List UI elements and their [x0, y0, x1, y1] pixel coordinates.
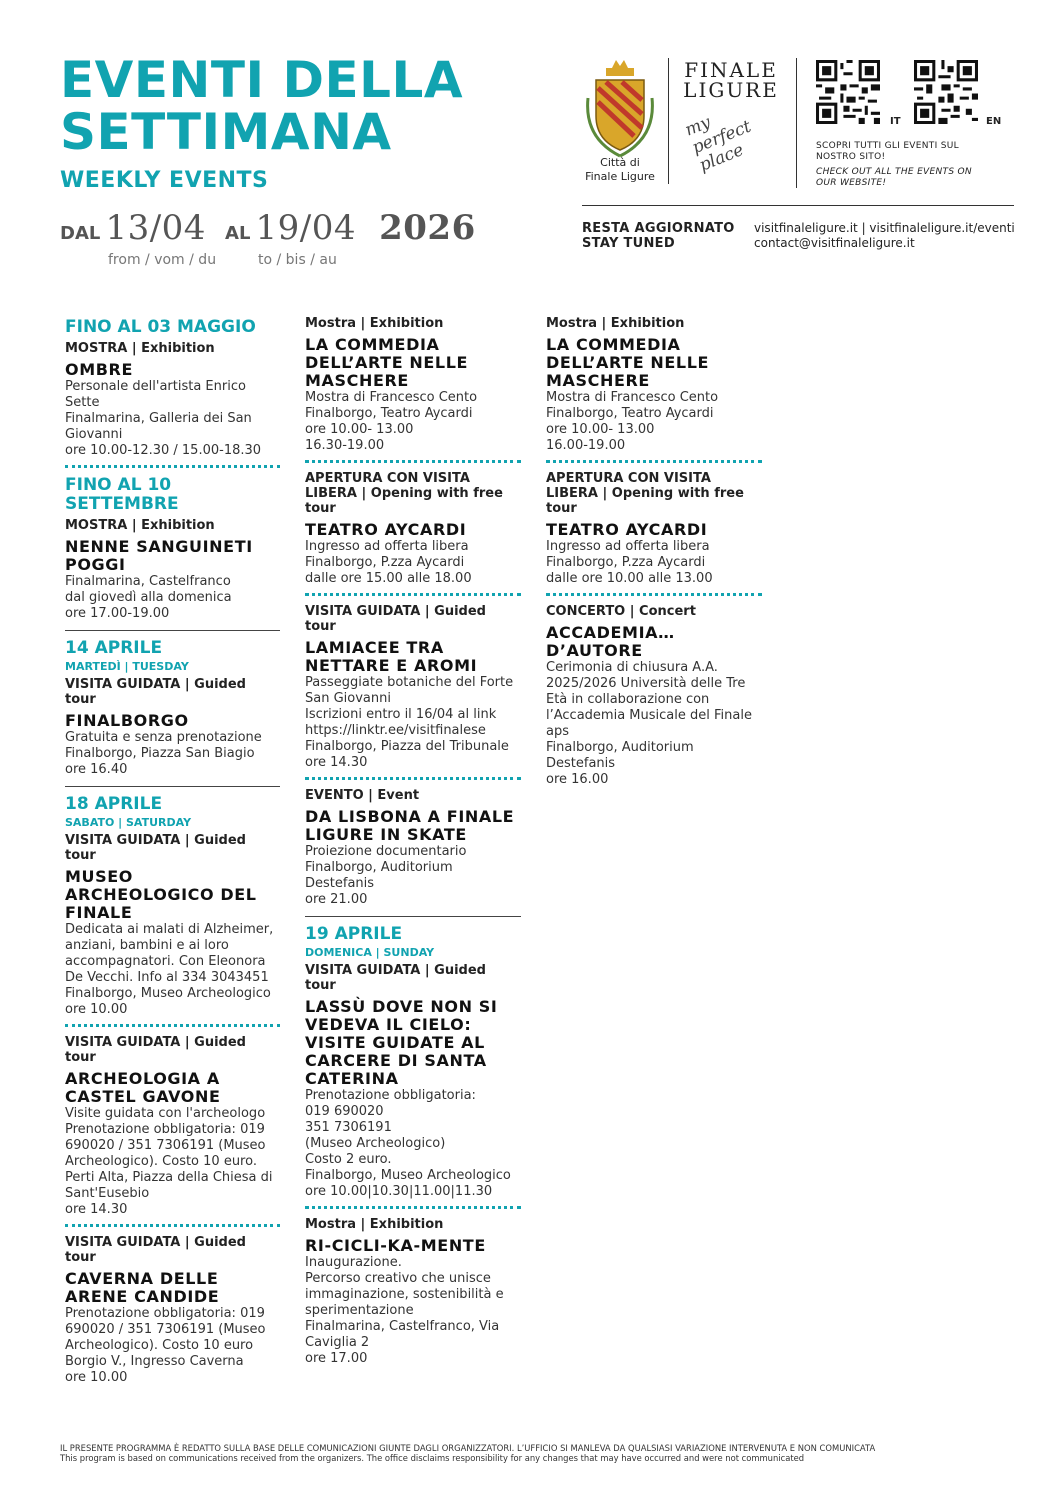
- event-entry: [305, 1217, 521, 1367]
- event-entry: [65, 518, 280, 622]
- event-detail: dalle ore 10.00 alle 13.00: [546, 571, 713, 586]
- event-detail: ore 21.00: [305, 892, 368, 907]
- disclaimer: [60, 1443, 1020, 1463]
- disclaimer-it: IL PRESENTE PROGRAMMA È REDATTO SULLA BASE DELLE COMUNICAZIONI GIUNTE DAGLI ORGANIZZATORI. L’UFFICIO SI MANLEVA DA QUALSIASI VARIAZIONE INTERVENUTA E NON COMUNICATA: [60, 1443, 876, 1453]
- event-category: VISITA GUIDATA | Guided tour: [65, 1235, 246, 1265]
- event-detail: Finalborgo, Museo Archeologico: [65, 986, 271, 1001]
- separator: [546, 460, 762, 463]
- date-from: 13/04: [105, 208, 206, 248]
- stay-en: STAY TUNED: [582, 236, 675, 251]
- event-category: CONCERTO | Concert: [546, 604, 696, 619]
- disclaimer-en: This program is based on communications received from the organizers. The office disclaims responsibility for any changes that may have occurred and were not communicated: [60, 1453, 805, 1463]
- event-category: MOSTRA | Exhibition: [65, 518, 215, 533]
- separator: [65, 786, 280, 787]
- event-detail: Prenotazione obbligatoria: 019 690020 / 351 7306191 (Museo Archeologico). Costo 10 euro.: [65, 1122, 266, 1169]
- event-category: Mostra | Exhibition: [546, 316, 685, 331]
- events-column-2: [305, 312, 521, 1367]
- separator: [65, 465, 280, 468]
- event-entry: [65, 1035, 280, 1218]
- event-category: VISITA GUIDATA | Guided tour: [65, 1035, 246, 1065]
- qr-label-en: EN: [986, 116, 1002, 127]
- event-detail: Costo 2 euro.: [305, 1152, 392, 1167]
- event-title: DA LISBONA A FINALE LIGURE IN SKATE: [305, 807, 515, 844]
- event-detail: Finalmarina, Castelfranco: [65, 574, 231, 589]
- event-detail: ore 17.00: [305, 1351, 368, 1366]
- event-category: APERTURA CON VISITA LIBERA | Opening with free tour: [305, 471, 503, 516]
- website-links[interactable]: visitfinaleligure.it | visitfinaleligure.it/eventi: [754, 221, 1015, 235]
- event-title: MUSEO ARCHEOLOGICO DEL FINALE: [65, 867, 257, 922]
- event-detail: Visite guidata con l'archeologo: [65, 1106, 266, 1121]
- event-title: RI-CICLI-KA-MENTE: [305, 1236, 486, 1255]
- event-detail: ore 10.00-12.30 / 15.00-18.30: [65, 443, 262, 458]
- crest-caption-line-1: Città di: [600, 156, 640, 169]
- divider: [796, 58, 797, 188]
- event-title: LASSÙ DOVE NON SI VEDEVA IL CIELO: VISITE GUIDATE AL CARCERE DI SANTA CATERINA: [305, 997, 498, 1088]
- date-range: [60, 208, 476, 248]
- qr-label-it: IT: [890, 116, 901, 127]
- separator: [65, 1024, 280, 1027]
- event-detail: Finalmarina, Castelfranco, Via Caviglia 2: [305, 1319, 500, 1350]
- event-detail: ore 10.00: [65, 1370, 128, 1385]
- header-rule: [582, 205, 1014, 206]
- date-heading: 14 APRILE: [65, 638, 163, 658]
- weekday-label: MARTEDÌ | TUESDAY: [65, 660, 189, 673]
- al-label: AL: [225, 223, 251, 244]
- event-detail: Gratuita e senza prenotazione: [65, 730, 262, 745]
- event-title: LA COMMEDIA DELL’ARTE NELLE MASCHERE: [305, 335, 469, 390]
- separator: [305, 593, 521, 596]
- event-detail: Proiezione documentario: [305, 844, 467, 859]
- separator: [305, 916, 521, 917]
- date-heading: 18 APRILE: [65, 794, 163, 814]
- stay-it: RESTA AGGIORNATO: [582, 221, 735, 236]
- event-title: OMBRE: [65, 360, 133, 379]
- separator: [65, 1224, 280, 1227]
- qr-note-en: CHECK OUT ALL THE EVENTS ON OUR WEBSITE!: [816, 167, 972, 188]
- event-detail: Percorso creativo che unisce immaginazione, sostenibilità e sperimentazione: [305, 1271, 504, 1318]
- finale-ligure-logo: [676, 60, 786, 100]
- contacts: [754, 221, 1015, 251]
- event-detail: Borgio V., Ingresso Caverna: [65, 1354, 244, 1369]
- qr-code-en-icon[interactable]: [914, 60, 978, 124]
- event-title: CAVERNA DELLE ARENE CANDIDE: [65, 1269, 220, 1306]
- date-to: 19/04: [255, 208, 356, 248]
- event-detail: Finalborgo, Auditorium Destefanis: [305, 860, 453, 891]
- separator: [546, 593, 762, 596]
- event-title: ARCHEOLOGIA A CASTEL GAVONE: [65, 1069, 221, 1106]
- event-detail: ore 10.00- 13.00: [546, 422, 655, 437]
- event-detail: Dedicata ai malati di Alzheimer, anziani, bambini e ai loro accompagnatori. Con Eleonora De Vecchi. Info al 334 3043451: [65, 922, 274, 985]
- event-detail: Iscrizioni entro il 16/04 al link https://linktr.ee/visitfinalese: [305, 707, 497, 738]
- qr-code-it-icon[interactable]: [816, 60, 880, 124]
- crest-caption-line-2: Finale Ligure: [585, 170, 655, 183]
- date-heading: FINO AL 10 SETTEMBRE: [65, 475, 179, 514]
- qr-note-it: SCOPRI TUTTI GLI EVENTI SUL NOSTRO SITO!: [816, 141, 959, 162]
- event-detail: dalle ore 15.00 alle 18.00: [305, 571, 472, 586]
- event-detail: 16.00-19.00: [546, 438, 626, 453]
- crest-caption: [568, 156, 672, 184]
- date-heading: 19 APRILE: [305, 924, 403, 944]
- event-category: VISITA GUIDATA | Guided tour: [65, 677, 246, 707]
- event-detail: Ingresso ad offerta libera: [305, 539, 469, 554]
- event-title: FINALBORGO: [65, 711, 189, 730]
- dal-label: DAL: [60, 223, 101, 244]
- event-category: MOSTRA | Exhibition: [65, 341, 215, 356]
- event-category: APERTURA CON VISITA LIBERA | Opening with free tour: [546, 471, 744, 516]
- event-detail: Finalmarina, Galleria dei San Giovanni: [65, 411, 252, 442]
- page-subtitle: WEEKLY EVENTS: [60, 168, 269, 193]
- event-detail: ore 10.00: [65, 1002, 128, 1017]
- event-detail: 019 690020: [305, 1104, 384, 1119]
- event-detail: (Museo Archeologico): [305, 1136, 446, 1151]
- event-entry: [546, 316, 762, 454]
- event-category: VISITA GUIDATA | Guided tour: [65, 833, 246, 863]
- event-detail: Ingresso ad offerta libera: [546, 539, 710, 554]
- events-column-1: [65, 314, 280, 1386]
- event-category: Mostra | Exhibition: [305, 1217, 444, 1232]
- event-title: LA COMMEDIA DELL’ARTE NELLE MASCHERE: [546, 335, 710, 390]
- event-detail: 16.30-19.00: [305, 438, 385, 453]
- event-title: NENNE SANGUINETI POGGI: [65, 537, 253, 574]
- qr-note: [816, 141, 1016, 189]
- event-detail: ore 10.00|10.30|11.00|11.30: [305, 1184, 493, 1199]
- brand-line-2: LIGURE: [683, 78, 779, 102]
- page-title: EVENTI DELLA SETTIMANA: [60, 51, 464, 161]
- event-detail: Prenotazione obbligatoria:: [305, 1088, 476, 1103]
- weekday-label: SABATO | SATURDAY: [65, 816, 192, 829]
- event-detail: ore 10.00- 13.00: [305, 422, 414, 437]
- event-detail: ore 16.00: [546, 772, 609, 787]
- event-detail: Finalborgo, Piazza del Tribunale: [305, 739, 509, 754]
- event-category: EVENTO | Event: [305, 788, 420, 803]
- event-category: VISITA GUIDATA | Guided tour: [305, 963, 486, 993]
- date-heading: FINO AL 03 MAGGIO: [65, 317, 256, 337]
- year: 2026: [379, 208, 476, 248]
- event-detail: Finalborgo, Piazza San Biagio: [65, 746, 255, 761]
- event-detail: ore 14.30: [65, 1202, 128, 1217]
- event-detail: Perti Alta, Piazza della Chiesa di Sant'Eusebio: [65, 1170, 273, 1201]
- event-category: Mostra | Exhibition: [305, 316, 444, 331]
- event-entry: [546, 471, 762, 587]
- event-detail: ore 16.40: [65, 762, 128, 777]
- event-detail: Passeggiate botaniche del Forte San Giovanni: [305, 675, 514, 706]
- event-detail: Finalborgo, P.zza Aycardi: [546, 555, 706, 570]
- event-detail: Finalborgo, Teatro Aycardi: [305, 406, 473, 421]
- event-entry: [305, 316, 521, 454]
- event-detail: 351 7306191: [305, 1120, 392, 1135]
- event-entry: [65, 1235, 280, 1386]
- divider: [668, 58, 669, 184]
- brand-script: my perfect place: [682, 112, 755, 176]
- separator: [305, 777, 521, 780]
- from-label: from / vom / du: [108, 252, 217, 268]
- event-detail: ore 17.00-19.00: [65, 606, 170, 621]
- city-crest-icon: [582, 58, 658, 158]
- event-category: VISITA GUIDATA | Guided tour: [305, 604, 486, 634]
- event-detail: Prenotazione obbligatoria: 019 690020 / 351 7306191 (Museo Archeologico). Costo 10 euro: [65, 1306, 266, 1353]
- event-detail: ore 14.30: [305, 755, 368, 770]
- event-detail: Finalborgo, Auditorium Destefanis: [546, 740, 694, 771]
- event-title: ACCADEMIA… D’AUTORE: [546, 623, 675, 660]
- event-entry: [305, 471, 521, 587]
- separator: [305, 1206, 521, 1209]
- event-detail: Finalborgo, P.zza Aycardi: [305, 555, 465, 570]
- to-label: to / bis / au: [258, 252, 337, 268]
- event-title: TEATRO AYCARDI: [305, 520, 467, 539]
- event-title: TEATRO AYCARDI: [546, 520, 708, 539]
- stay-tuned: [582, 221, 735, 251]
- event-entry: [65, 677, 280, 778]
- event-detail: Mostra di Francesco Cento: [305, 390, 478, 405]
- events-column-3: [546, 312, 762, 788]
- brand-line-1: FINALE: [684, 58, 778, 82]
- contact-email[interactable]: contact@visitfinaleligure.it: [754, 236, 915, 250]
- event-entry: [546, 604, 762, 788]
- event-detail: dal giovedì alla domenica: [65, 590, 232, 605]
- event-detail: Finalborgo, Teatro Aycardi: [546, 406, 714, 421]
- event-detail: Personale dell'artista Enrico Sette: [65, 379, 246, 410]
- event-entry: [65, 833, 280, 1018]
- event-title: LAMIACEE TRA NETTARE E AROMI: [305, 638, 478, 675]
- event-entry: [305, 788, 521, 908]
- event-entry: [65, 341, 280, 459]
- separator: [305, 460, 521, 463]
- event-entry: [305, 963, 521, 1200]
- event-detail: Cerimonia di chiusura A.A. 2025/2026 Università delle Tre Età in collaborazione con l’Accademia Musicale del Finale aps: [546, 660, 752, 739]
- event-detail: Finalborgo, Museo Archeologico: [305, 1168, 511, 1183]
- event-detail: Inaugurazione.: [305, 1255, 402, 1270]
- separator: [65, 630, 280, 631]
- event-detail: Mostra di Francesco Cento: [546, 390, 719, 405]
- weekday-label: DOMENICA | SUNDAY: [305, 946, 435, 959]
- event-entry: [305, 604, 521, 771]
